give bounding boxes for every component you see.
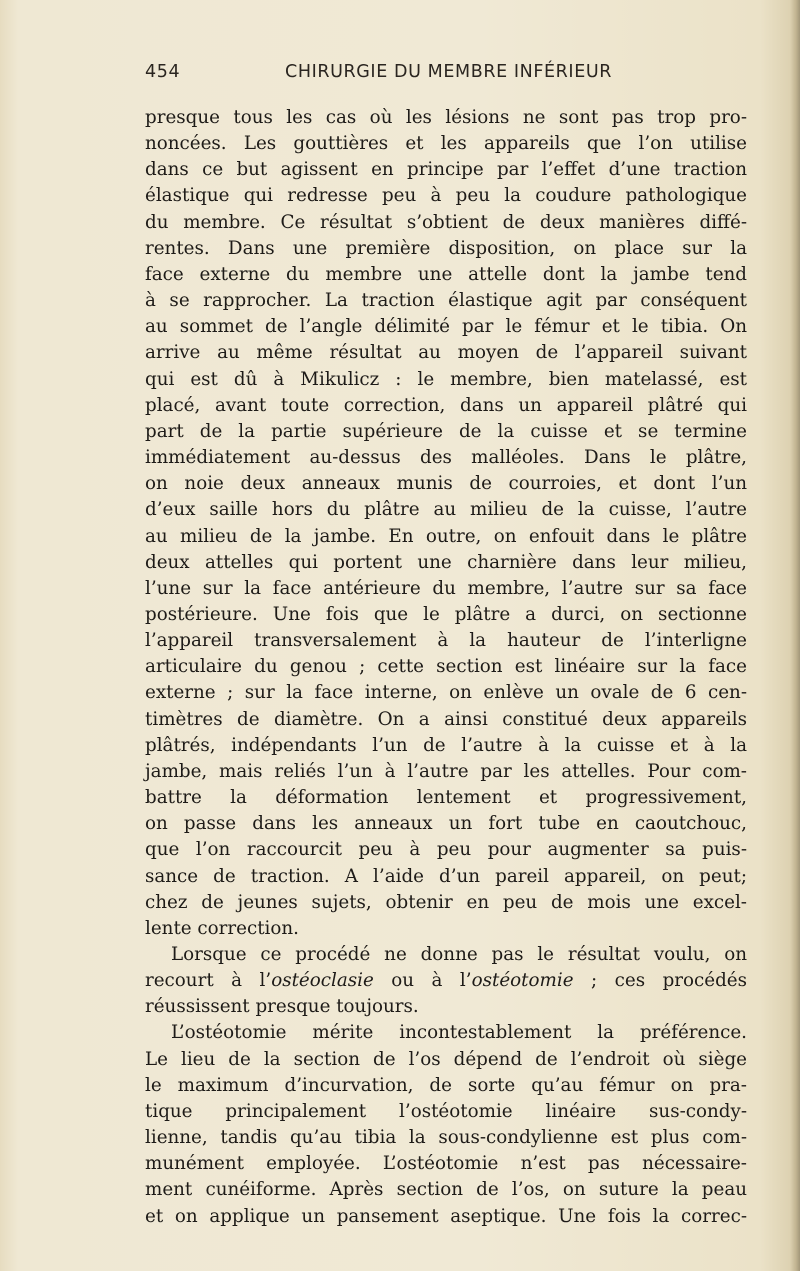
text-line: réussissent presque toujours.	[145, 996, 419, 1018]
text-line: au sommet de l’angle délimité par le fémur et le tibia. On	[145, 316, 747, 338]
text-line: sance de traction. A l’aide d’un pareil appareil, on peut;	[145, 865, 747, 887]
text-line: du membre. Ce résultat s’obtient de deux manières diffé-	[145, 211, 747, 233]
text-line: plâtrés, indépendants l’un de l’autre à la cuisse et à la	[145, 734, 747, 756]
paragraph-2	[145, 942, 747, 1020]
running-header	[145, 62, 735, 88]
text-line: L’ostéotomie mérite incontestablement la préférence.	[171, 1022, 747, 1044]
text-line: face externe du membre une attelle dont la jambe tend	[145, 263, 747, 285]
text-line: articulaire du genou ; cette section est linéaire sur la face	[145, 656, 747, 678]
text-line: jambe, mais reliés l’un à l’autre par les attelles. Pour com-	[145, 760, 747, 782]
italic-term-osteotomie: ostéotomie	[471, 970, 574, 992]
text-line: le maximum d’incurvation, de sorte qu’au fémur on pra-	[145, 1074, 747, 1096]
page-edge-shadow	[790, 0, 800, 1271]
page-number: 454	[145, 62, 181, 82]
text-line: deux attelles qui portent une charnière dans leur milieu,	[145, 551, 747, 573]
text-line: chez de jeunes sujets, obtenir en peu de mois une excel-	[145, 891, 747, 913]
text-line: à se rapprocher. La traction élastique agit par conséquent	[145, 290, 747, 312]
text-line: et on applique un pansement aseptique. Une fois la correc-	[145, 1205, 747, 1227]
text-line: l’appareil transversalement à la hauteur de l’interligne	[145, 630, 747, 652]
text-run: recourt à l’	[145, 970, 272, 992]
text-line: lienne, tandis qu’au tibia la sous-condylienne est plus com-	[145, 1127, 747, 1149]
text-line: lente correction.	[145, 917, 299, 939]
text-line: l’une sur la face antérieure du membre, l’autre sur sa face	[145, 577, 747, 599]
text-line-with-italics	[145, 968, 747, 994]
text-line: élastique qui redresse peu à peu la coudure pathologique	[145, 185, 747, 207]
text-run: ; ces procédés	[573, 970, 747, 992]
text-line: noncées. Les gouttières et les appareils que l’on utilise	[145, 133, 747, 155]
italic-term-osteoclasie: ostéoclasie	[271, 970, 374, 992]
paragraph-1	[145, 105, 747, 942]
running-title: CHIRURGIE DU MEMBRE INFÉRIEUR	[285, 62, 613, 82]
text-line: d’eux saille hors du plâtre au milieu de la cuisse, l’autre	[145, 499, 747, 521]
text-line: externe ; sur la face interne, on enlève un ovale de 6 cen-	[145, 682, 747, 704]
text-line: immédiatement au-dessus des malléoles. Dans le plâtre,	[145, 447, 747, 469]
text-line: ment cunéiforme. Après section de l’os, on suture la peau	[145, 1179, 747, 1201]
text-line: Lorsque ce procédé ne donne pas le résultat voulu, on	[171, 944, 747, 965]
text-line: placé, avant toute correction, dans un appareil plâtré qui	[145, 394, 747, 416]
text-line: on noie deux anneaux munis de courroies, et dont l’un	[145, 473, 747, 495]
text-line: arrive au même résultat au moyen de l’appareil suivant	[145, 342, 747, 364]
text-line: tique principalement l’ostéotomie linéaire sus-condy-	[145, 1100, 747, 1122]
text-line: presque tous les cas où les lésions ne sont pas trop pro-	[145, 107, 747, 128]
text-line: au milieu de la jambe. En outre, on enfouit dans le plâtre	[145, 525, 747, 547]
paragraph-3	[145, 1020, 747, 1229]
text-line: munément employée. L’ostéotomie n’est pas nécessaire-	[145, 1153, 747, 1175]
text-line: postérieure. Une fois que le plâtre a durci, on sectionne	[145, 603, 747, 625]
body-text	[145, 105, 747, 1230]
text-line: qui est dû à Mikulicz : le membre, bien matelassé, est	[145, 368, 747, 390]
text-line: timètres de diamètre. On a ainsi constitué deux appareils	[145, 708, 747, 730]
text-line: on passe dans les anneaux un fort tube en caoutchouc,	[145, 813, 747, 835]
text-line: part de la partie supérieure de la cuisse et se termine	[145, 420, 747, 442]
text-line: que l’on raccourcit peu à peu pour augmenter sa puis-	[145, 839, 747, 861]
text-line: rentes. Dans une première disposition, on place sur la	[145, 237, 747, 259]
text-run: ou à l’	[373, 970, 472, 992]
text-line: Le lieu de la section de l’os dépend de l’endroit où siège	[145, 1048, 747, 1070]
text-line: battre la déformation lentement et progressivement,	[145, 787, 747, 809]
text-line: dans ce but agissent en principe par l’effet d’une traction	[145, 159, 747, 181]
